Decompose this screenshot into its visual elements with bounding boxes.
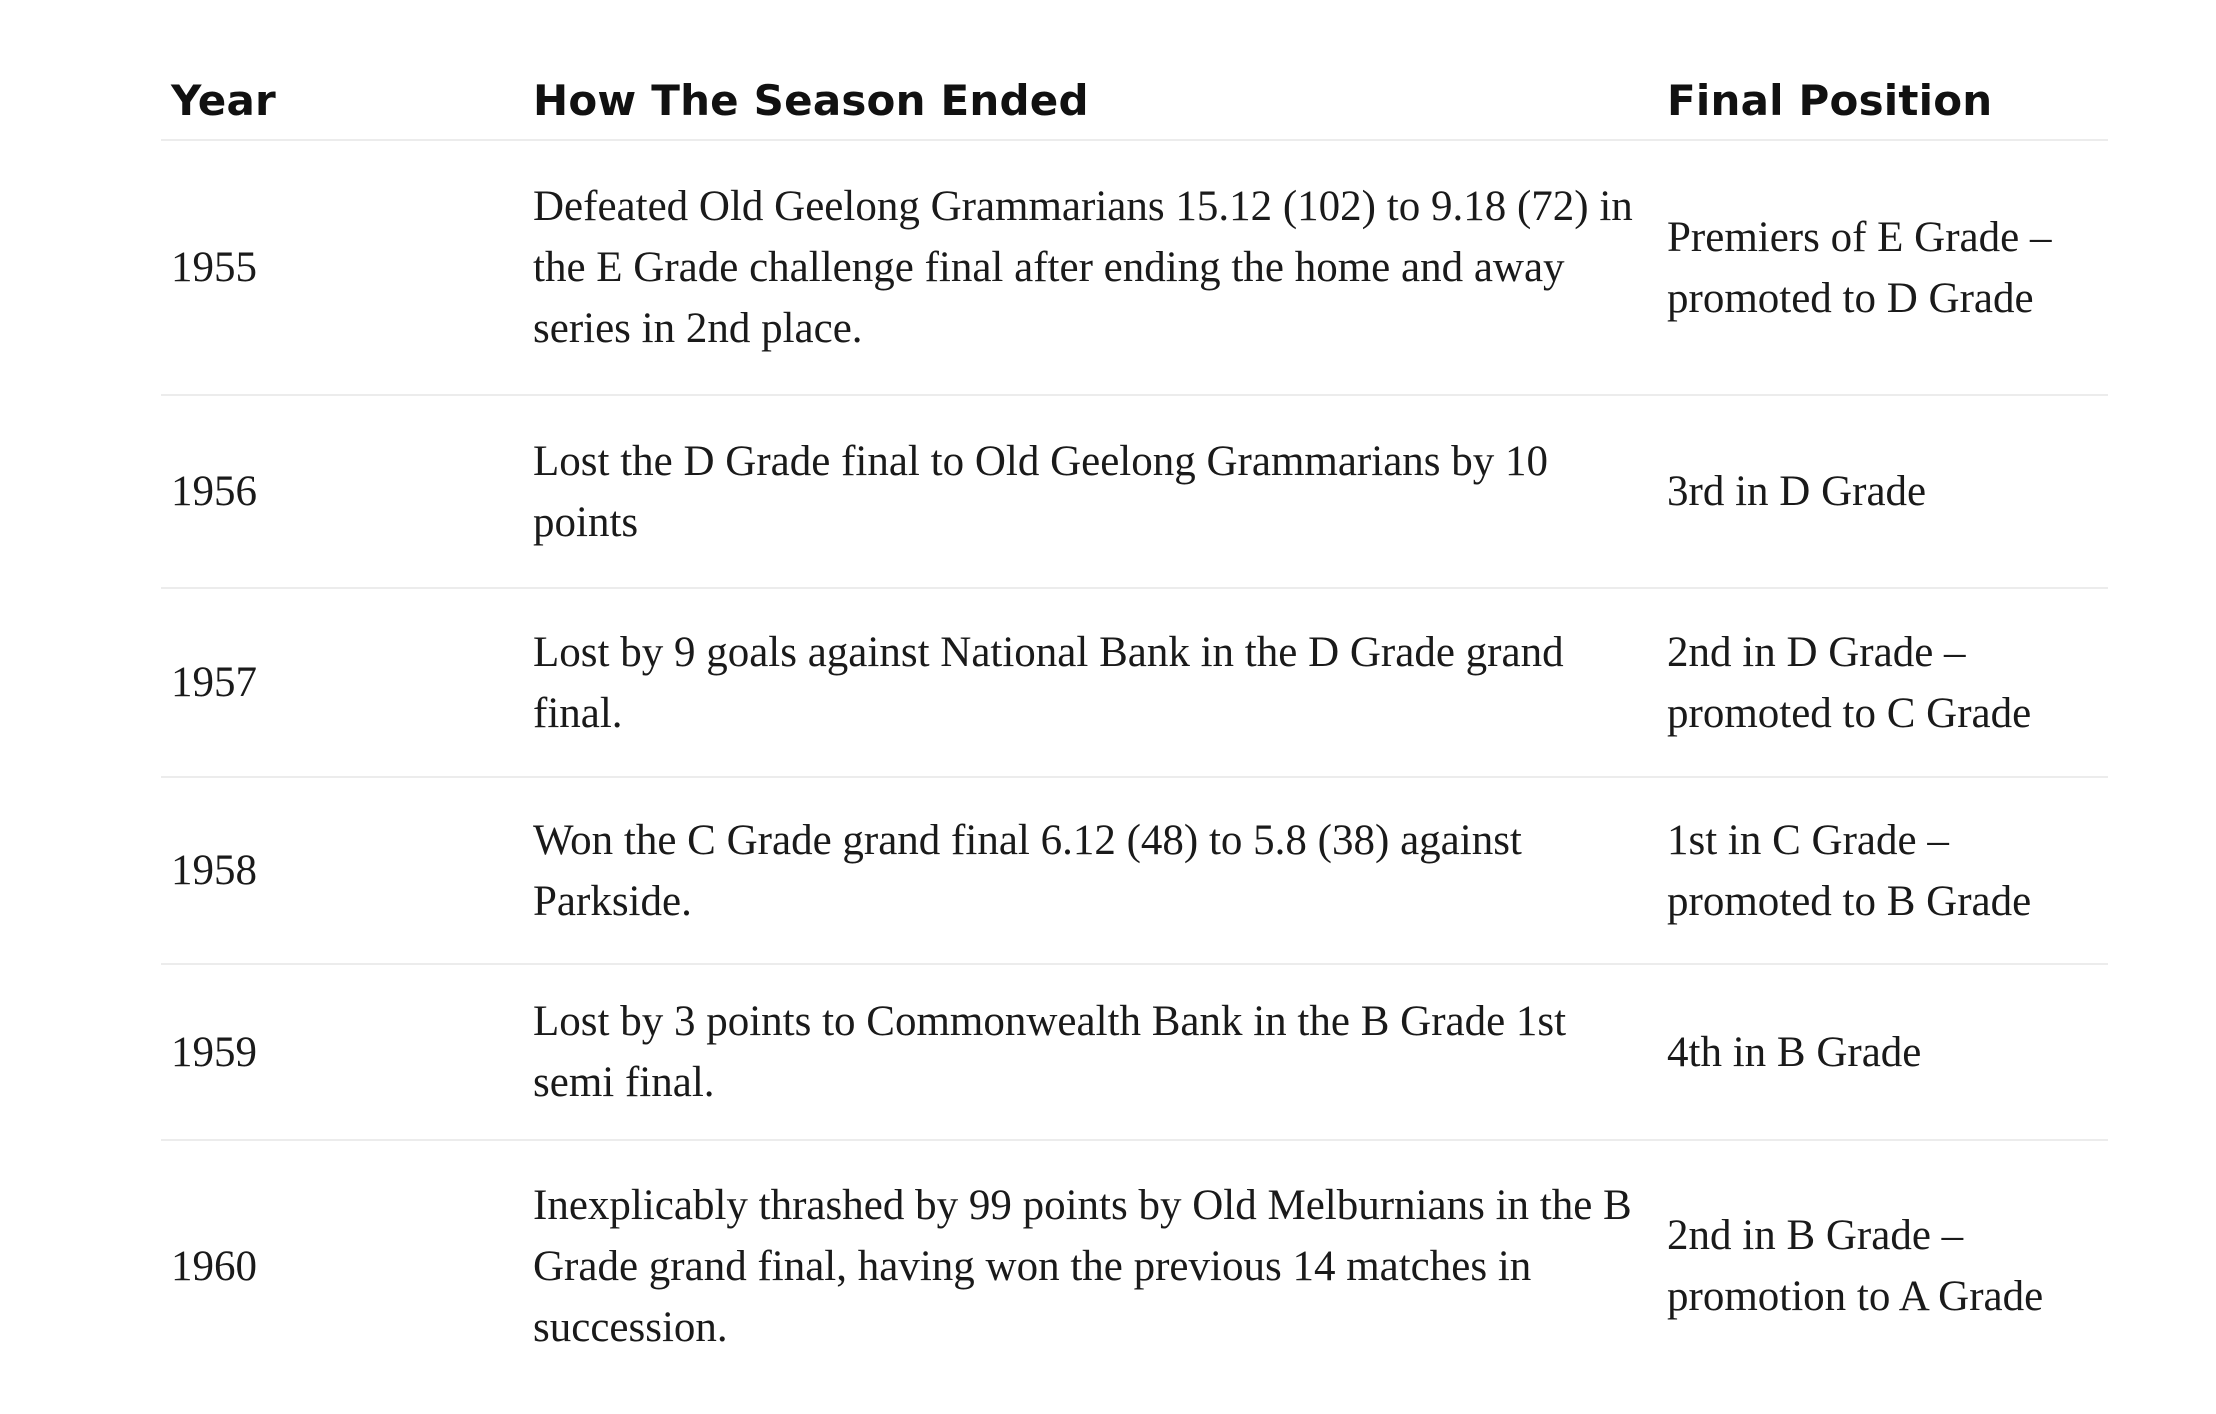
column-header-how-season-ended: How The Season Ended <box>523 48 1657 140</box>
table-header <box>161 48 2108 140</box>
season-summary-cell: Lost by 3 points to Commonwealth Bank in the B Grade 1st semi final. <box>523 964 1657 1140</box>
final-position-cell: 1st in C Grade – promoted to B Grade <box>1657 777 2108 964</box>
column-header-year: Year <box>161 48 523 140</box>
season-summary-cell: Lost by 9 goals against National Bank in the D Grade grand final. <box>523 588 1657 777</box>
year-cell: 1959 <box>161 964 523 1140</box>
table-row <box>161 1140 2108 1391</box>
table-row <box>161 964 2108 1140</box>
season-summary-cell: Won the C Grade grand final 6.12 (48) to 5.8 (38) against Parkside. <box>523 777 1657 964</box>
table-row <box>161 395 2108 588</box>
header-row <box>161 48 2108 140</box>
column-header-final-position: Final Position <box>1657 48 2108 140</box>
final-position-cell: 2nd in D Grade – promoted to C Grade <box>1657 588 2108 777</box>
season-history-table <box>161 48 2108 1391</box>
season-summary-cell: Defeated Old Geelong Grammarians 15.12 (102) to 9.18 (72) in the E Grade challenge final after ending the home and away series in 2nd place. <box>523 140 1657 395</box>
season-history-table-container <box>161 48 2108 1391</box>
season-summary-cell: Lost the D Grade final to Old Geelong Grammarians by 10 points <box>523 395 1657 588</box>
year-cell: 1955 <box>161 140 523 395</box>
table-row <box>161 140 2108 395</box>
final-position-cell: Premiers of E Grade – promoted to D Grade <box>1657 140 2108 395</box>
year-cell: 1960 <box>171 1242 257 1290</box>
final-position-cell: 4th in B Grade <box>1657 964 2108 1140</box>
table-row <box>161 777 2108 964</box>
final-position-cell: 3rd in D Grade <box>1657 395 2108 588</box>
final-position-cell: 2nd in B Grade – promotion to A Grade <box>1667 1212 2044 1320</box>
season-summary-cell: Inexplicably thrashed by 99 points by Old Melburnians in the B Grade grand final, having won the previous 14 matches in succession. <box>533 1181 1632 1351</box>
year-cell: 1956 <box>161 395 523 588</box>
table-body <box>161 140 2108 1391</box>
year-cell: 1957 <box>161 588 523 777</box>
year-cell: 1958 <box>161 777 523 964</box>
table-row <box>161 588 2108 777</box>
